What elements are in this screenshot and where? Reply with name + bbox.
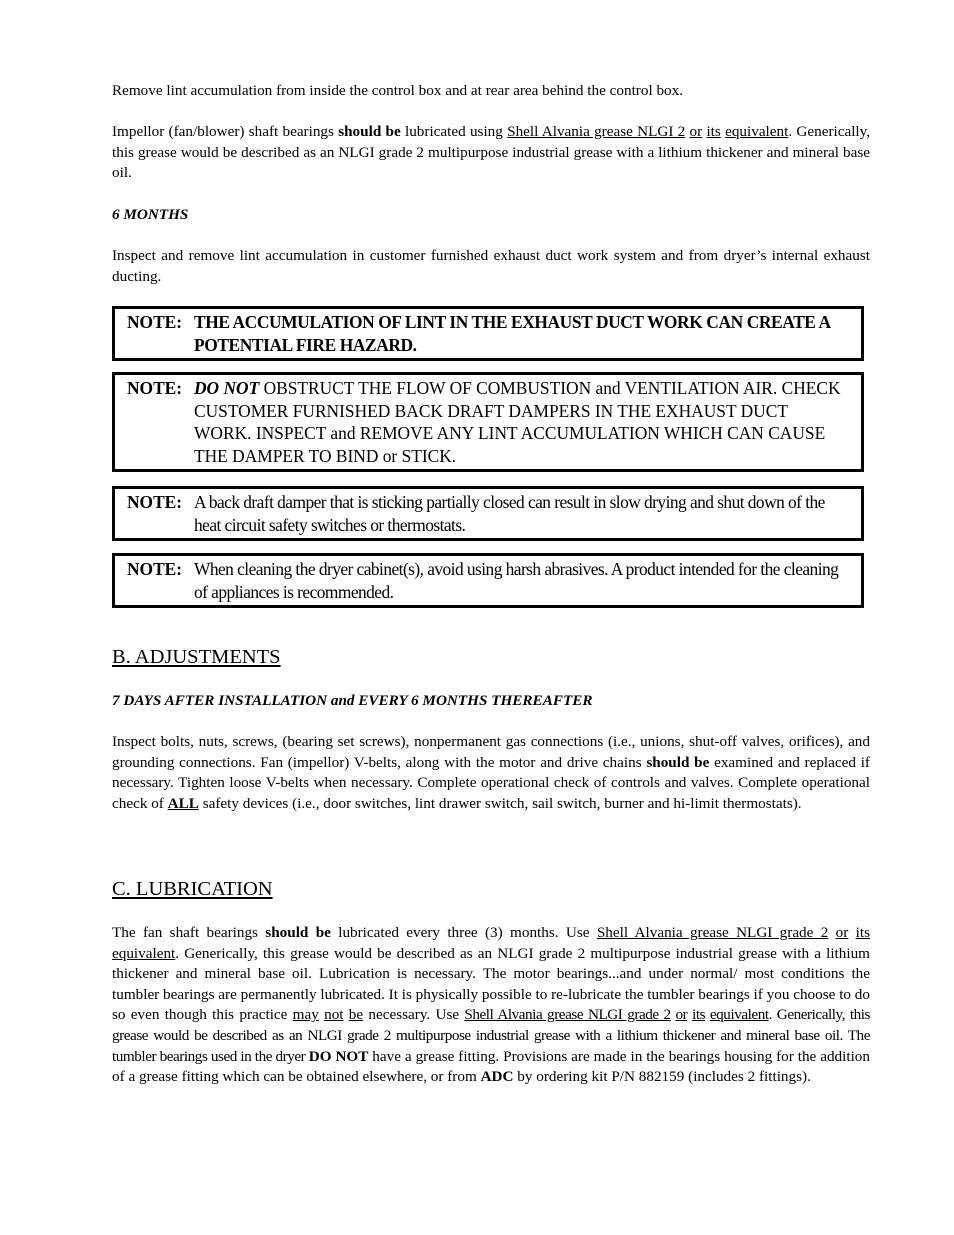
adjustments-text-2: examined and replaced if necessary. Tighten loose V-belts when necessary. Complete operational check of controls and valves. Complete operational check of [112,753,870,812]
impellor-or: or [689,123,703,140]
adjustments-subheading: 7 DAYS AFTER INSTALLATION and EVERY 6 MONTHS THEREAFTER [112,692,593,709]
note-cabinet-cleaning [112,553,864,608]
lubrication-paragraph [112,923,870,1088]
lub-may: may [292,1006,319,1024]
impellor-equivalent: equivalent [725,123,789,140]
note-label: NOTE: [127,378,183,398]
impellor-grease-name: Shell Alvania grease NLGI 2 [507,123,686,140]
note-label: NOTE: [127,492,183,512]
lub-not: not [324,1006,344,1024]
lub-do-not: DO NOT [308,1047,369,1065]
note-fire-hazard [112,306,864,361]
lub-text-7: by ordering kit P/N 882159 (includes 2 fittings). [513,1068,811,1086]
note-fire-hazard-text: THE ACCUMULATION OF LINT IN THE EXHAUST DUCT WORK CAN CREATE A POTENTIAL FIRE HAZARD. [194,312,830,355]
six-months-text: Inspect and remove lint accumulation in customer furnished exhaust duct work system and from dryer’s internal exhaust ducting. [112,247,870,285]
lub-its-2: its [692,1006,706,1024]
impellor-text-2: lubricated using [400,123,508,140]
six-months-heading: 6 MONTHS [112,206,189,223]
lub-text-4: necessary. Use [363,1006,465,1024]
lub-grease-name-2: Shell Alvania grease NLGI grade 2 [464,1006,671,1024]
lub-its: its [855,924,870,941]
adjustments-should-be: should be [646,753,710,771]
lub-or-2: or [675,1006,688,1024]
lub-grease-name: Shell Alvania grease NLGI grade 2 [596,924,829,941]
adjustments-text-1: Inspect bolts, nuts, screws, (bearing set screws), nonpermanent gas connections (i.e., unions, shut-off valves, orifices), and grounding connections. Fan (impellor) V-belts, along with the motor and drive chains [112,733,870,771]
impellor-text-3: . Generically, this grease would be described as an NLGI grade 2 multipurpose industrial grease with a lithium thickener and mineral base oil. [112,123,871,182]
impellor-should-be: should be [338,123,401,140]
lub-text-1: The fan shaft bearings [112,924,266,941]
note-back-draft-damper [112,486,864,541]
lint-removal-text: Remove lint accumulation from inside the control box and at rear area behind the control box. [112,82,684,99]
note-combustion-air [112,372,864,472]
lub-text-3: . Generically, this grease would be described as an NLGI grade 2 multipurpose industrial grease with a lithium thickener and mineral base oil. Lubrication is necessary. The motor bearings...and under normal/ most conditions the tumbler bearings are permanently lubricated. It is physically possible to re-lubricate the tumbler bearings if you choose to do so even though this practice [112,944,870,1024]
lub-text-5: . Generically, this grease would be described as an NLGI grade 2 multipurpose industrial grease with a lithium thickener and mineral base oil. The tumbler bearings used in the dryer [112,1006,870,1065]
lub-should-be: should be [265,924,331,941]
lub-text-6: have a grease fitting. Provisions are made in the bearings housing for the addition of a grease fitting which can be obtained elsewhere, or from [112,1047,870,1086]
impellor-bearings-paragraph [112,122,870,184]
lub-or: or [835,924,849,941]
note-label: NOTE: [127,559,183,579]
adjustments-paragraph [112,732,870,814]
impellor-text-1: Impellor (fan/blower) shaft bearings [112,123,339,140]
lub-text-2: lubricated every three (3) months. Use [330,924,597,941]
adjustments-heading: B. ADJUSTMENTS [112,646,281,668]
note-combustion-air-text [194,377,849,467]
lub-equivalent: equivalent [112,944,176,962]
adjustments-text-3: safety devices (i.e., door switches, lint drawer switch, sail switch, burner and hi-limit thermostats). [198,794,802,812]
lub-be: be [348,1006,364,1024]
note-back-draft-text: A back draft damper that is sticking partially closed can result in slow drying and shut down of the heat circuit safety switches or thermostats. [194,492,825,535]
lubrication-heading: C. LUBRICATION [112,878,273,900]
note-cabinet-text: When cleaning the dryer cabinet(s), avoid using harsh abrasives. A product intended for the cleaning of appliances is recommended. [194,559,839,602]
lub-equivalent-2: equivalent [709,1006,769,1024]
note-do-not: DO NOT [194,378,260,398]
adjustments-all: ALL [167,794,199,812]
note-label: NOTE: [127,312,183,332]
impellor-its: its [706,123,721,140]
lub-adc: ADC [480,1068,514,1086]
note-combustion-body: OBSTRUCT THE FLOW OF COMBUSTION and VENTILATION AIR. CHECK CUSTOMER FURNISHED BACK DRAFT DAMPERS IN THE EXHAUST DUCT WORK. INSPECT and REMOVE ANY LINT ACCUMULATION WHICH CAN CAUSE THE DAMPER TO BIND or STICK. [194,378,841,466]
